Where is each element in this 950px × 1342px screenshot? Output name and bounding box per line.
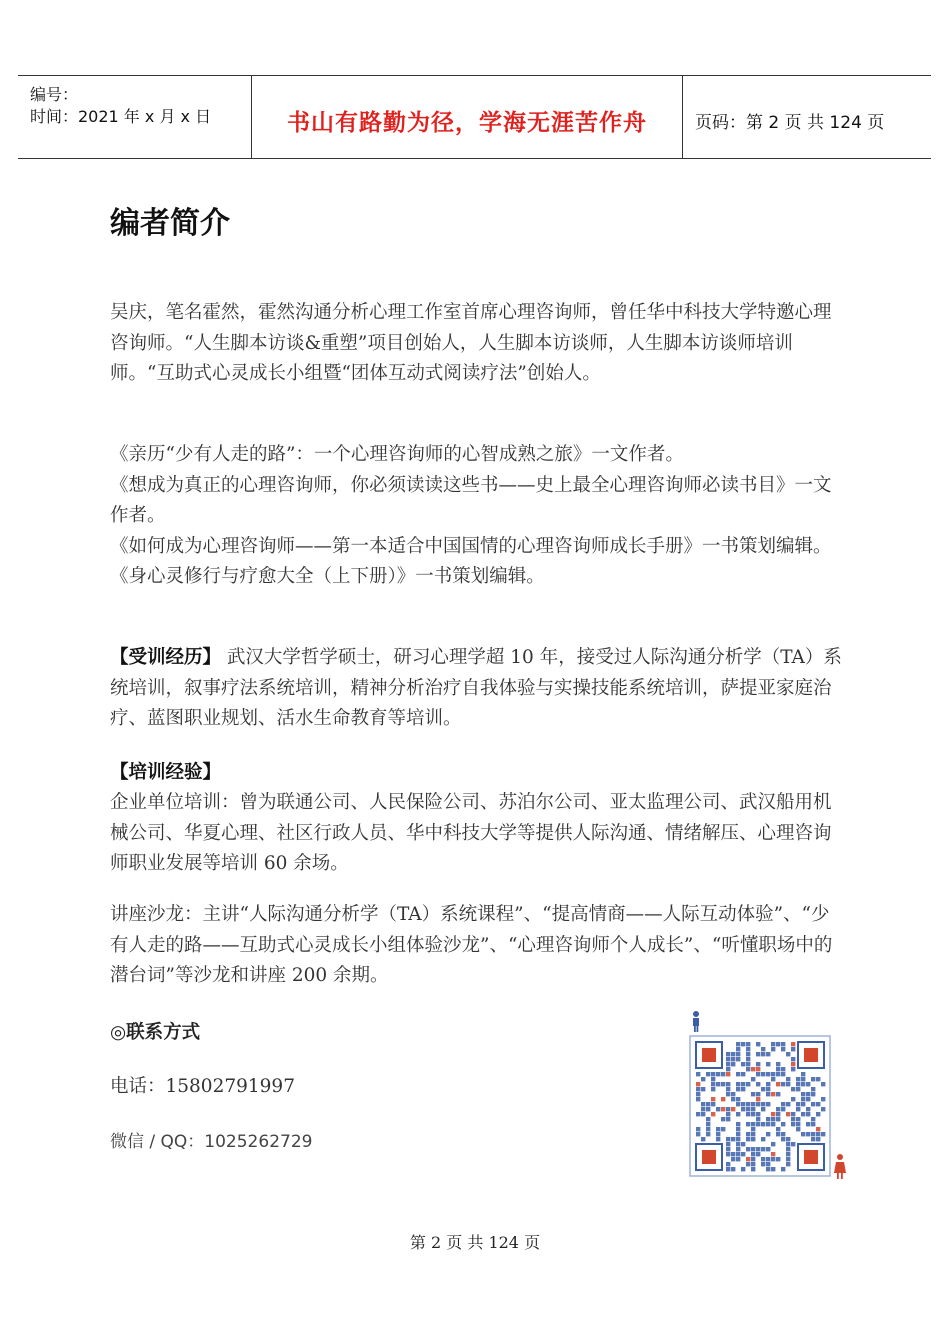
training-heading: 【受训经历】 (110, 647, 222, 668)
header-table (18, 75, 931, 159)
contact-wechat: 微信 / QQ：1025262729 (110, 1132, 313, 1152)
page-footer: 第 2 页 共 124 页 (409, 1233, 541, 1252)
work-item: 《亲历“少有人走的路”：一个心理咨询师的心智成熟之旅》一文作者。 (110, 444, 684, 465)
page-title: 编者简介 (110, 206, 230, 241)
contact-phone: 电话：15802791997 (110, 1076, 295, 1097)
works-list (110, 440, 845, 593)
work-item: 《想成为真正的心理咨询师，你必须读读这些书——史上最全心理咨询师必读书目》一文作者。 (110, 474, 832, 526)
experience-corporate: 企业单位培训：曾为联通公司、人民保险公司、苏泊尔公司、亚太监理公司、武汉船用机械公司、华夏心理、社区行政人员、华中科技大学等提供人际沟通、情绪解压、心理咨询师职业发展等培训 60 余场。 (110, 792, 832, 874)
document-number: 编号： (30, 85, 79, 104)
work-item: 《身心灵修行与疗愈大全（上下册）》一书策划编辑。 (110, 566, 545, 587)
training-text: 武汉大学哲学硕士，研习心理学超 10 年，接受过人际沟通分析学（TA）系统培训，叙事疗法系统培训，精神分析治疗自我体验与实操技能系统培训，萨提亚家庭治疗、蓝图职业规划、活水生命教育等培训。 (110, 647, 842, 729)
header-motto-cell (252, 76, 683, 158)
experience-salon: 讲座沙龙：主讲“人际沟通分析学（TA）系统课程”、“提高情商——人际互动体验”、“少有人走的路——互助式心灵成长小组体验沙龙”、“心理咨询师个人成长”、“听懂职场中的潜台词”等沙龙和讲座 200 余期。 (110, 904, 833, 986)
motto: 书山有路勤为径，学海无涯苦作舟 (287, 109, 647, 136)
experience-heading: 【培训经验】 (110, 762, 222, 783)
page-info: 页码：第 2 页 共 124 页 (695, 113, 885, 133)
qr-code-icon (688, 1010, 850, 1188)
person-icon (834, 1154, 846, 1179)
person-icon (693, 1011, 699, 1032)
training-paragraph (110, 643, 845, 735)
contact-heading: ◎联系方式 (110, 1022, 201, 1043)
work-item: 《如何成为心理咨询师——第一本适合中国国情的心理咨询师成长手册》一书策划编辑。 (110, 535, 832, 557)
document-time: 时间：2021 年 x 月 x 日 (30, 107, 212, 126)
header-page-cell (683, 76, 931, 158)
intro-paragraph: 吴庆，笔名霍然，霍然沟通分析心理工作室首席心理咨询师，曾任华中科技大学特邀心理咨询师。“人生脚本访谈&重塑”项目创始人，人生脚本访谈师，人生脚本访谈师培训师。“互助式心灵成长小组暨“团体互动式阅读疗法”创始人。 (110, 302, 832, 384)
header-meta-cell (18, 76, 252, 158)
